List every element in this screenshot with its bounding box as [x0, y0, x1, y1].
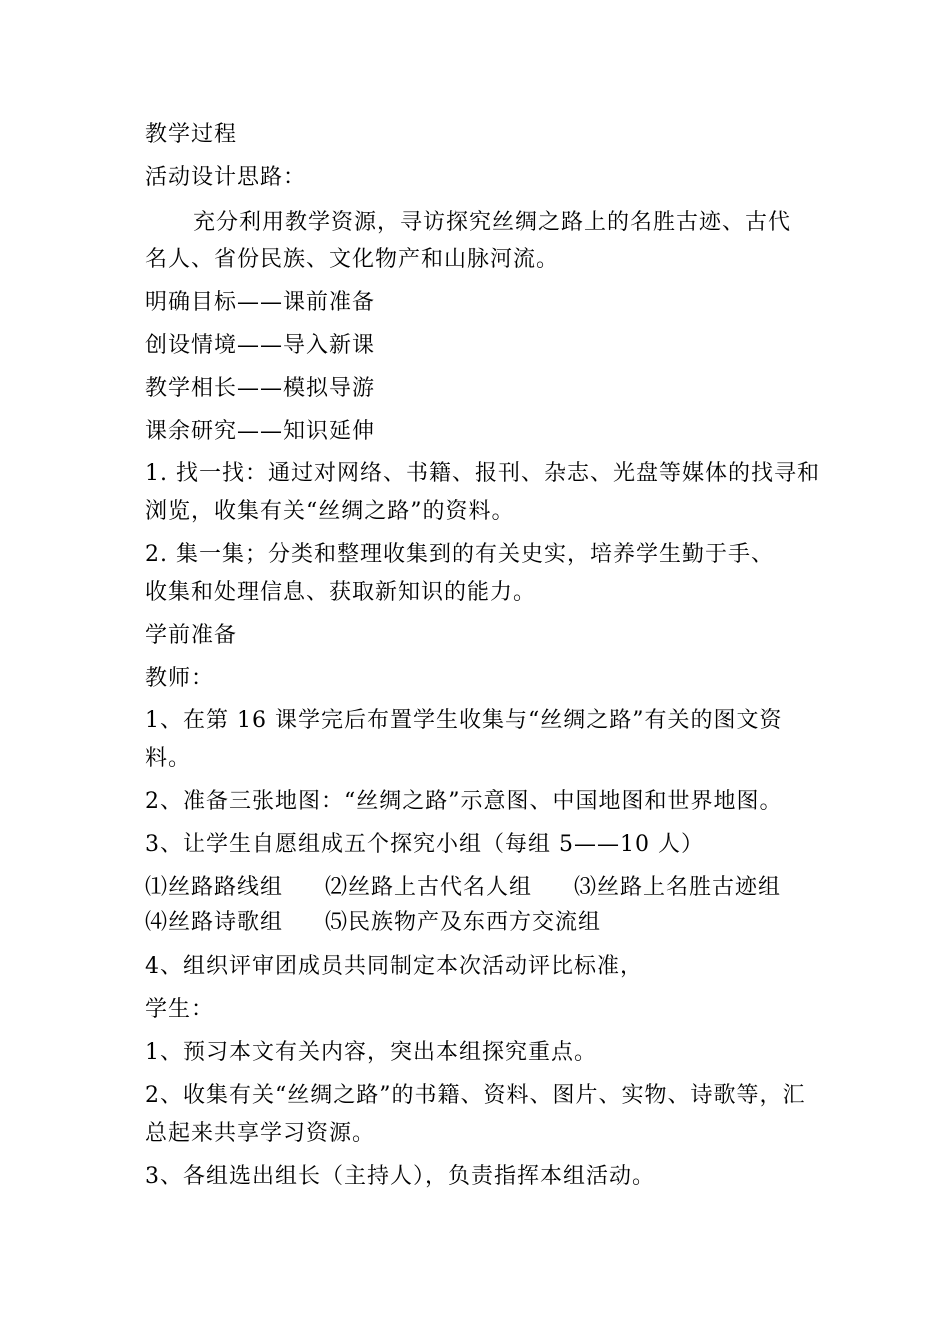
group-4: ⑷丝路诗歌组: [145, 910, 284, 935]
design-text-line-2: 名人、省份民族、文化物产和山脉河流。: [145, 247, 560, 272]
step-2: 创设情境——导入新课: [145, 333, 376, 358]
teacher-label: 教师：: [145, 666, 215, 691]
step-1: 明确目标——课前准备: [145, 290, 376, 315]
student-item-1: 1、预习本文有关内容，突出本组探究重点。: [145, 1040, 597, 1065]
teacher-item-2: 2、准备三张地图：“丝绸之路”示意图、中国地图和世界地图。: [145, 789, 783, 814]
item-1-line-2: 浏览，收集有关“丝绸之路”的资料。: [145, 499, 515, 524]
teacher-item-1-line-1: 1、在第 16 课学完后布置学生收集与“丝绸之路”有关的图文资: [145, 708, 783, 733]
step-3: 教学相长——模拟导游: [145, 376, 376, 401]
design-label: 活动设计思路：: [145, 165, 307, 190]
item-2-line-1: 2. 集一集；分类和整理收集到的有关史实，培养学生勤于手、: [145, 542, 774, 567]
student-item-3: 3、各组选出组长（主持人），负责指挥本组活动。: [145, 1164, 655, 1189]
teacher-item-3: 3、让学生自愿组成五个探究小组（每组 5——10 人）: [145, 832, 704, 857]
group-2: ⑵丝路上古代名人组: [325, 875, 533, 900]
item-1-line-1: 1. 找一找：通过对网络、书籍、报刊、杂志、光盘等媒体的找寻和: [145, 461, 820, 486]
group-3: ⑶丝路上名胜古迹组: [574, 875, 782, 900]
prep-heading: 学前准备: [145, 623, 238, 648]
student-label: 学生：: [145, 997, 215, 1022]
groups-row-2: [145, 908, 601, 938]
design-text-line-1: 充分利用教学资源，寻访探究丝绸之路上的名胜古迹、古代: [193, 210, 792, 235]
group-1: ⑴丝路路线组: [145, 875, 284, 900]
teacher-item-4: 4、组织评审团成员共同制定本次活动评比标准，: [145, 954, 643, 979]
groups-row-1: [145, 873, 781, 903]
group-5: ⑸民族物产及东西方交流组: [325, 910, 602, 935]
student-item-2-line-1: 2、收集有关“丝绸之路”的书籍、资料、图片、实物、诗歌等，汇: [145, 1083, 806, 1108]
item-2-line-2: 收集和处理信息、获取新知识的能力。: [145, 580, 537, 605]
student-item-2-line-2: 总起来共享学习资源。: [145, 1121, 376, 1146]
heading-teaching-process: 教学过程: [145, 122, 238, 147]
step-4: 课余研究——知识延伸: [145, 419, 376, 444]
teacher-item-1-line-2: 料。: [145, 746, 192, 771]
